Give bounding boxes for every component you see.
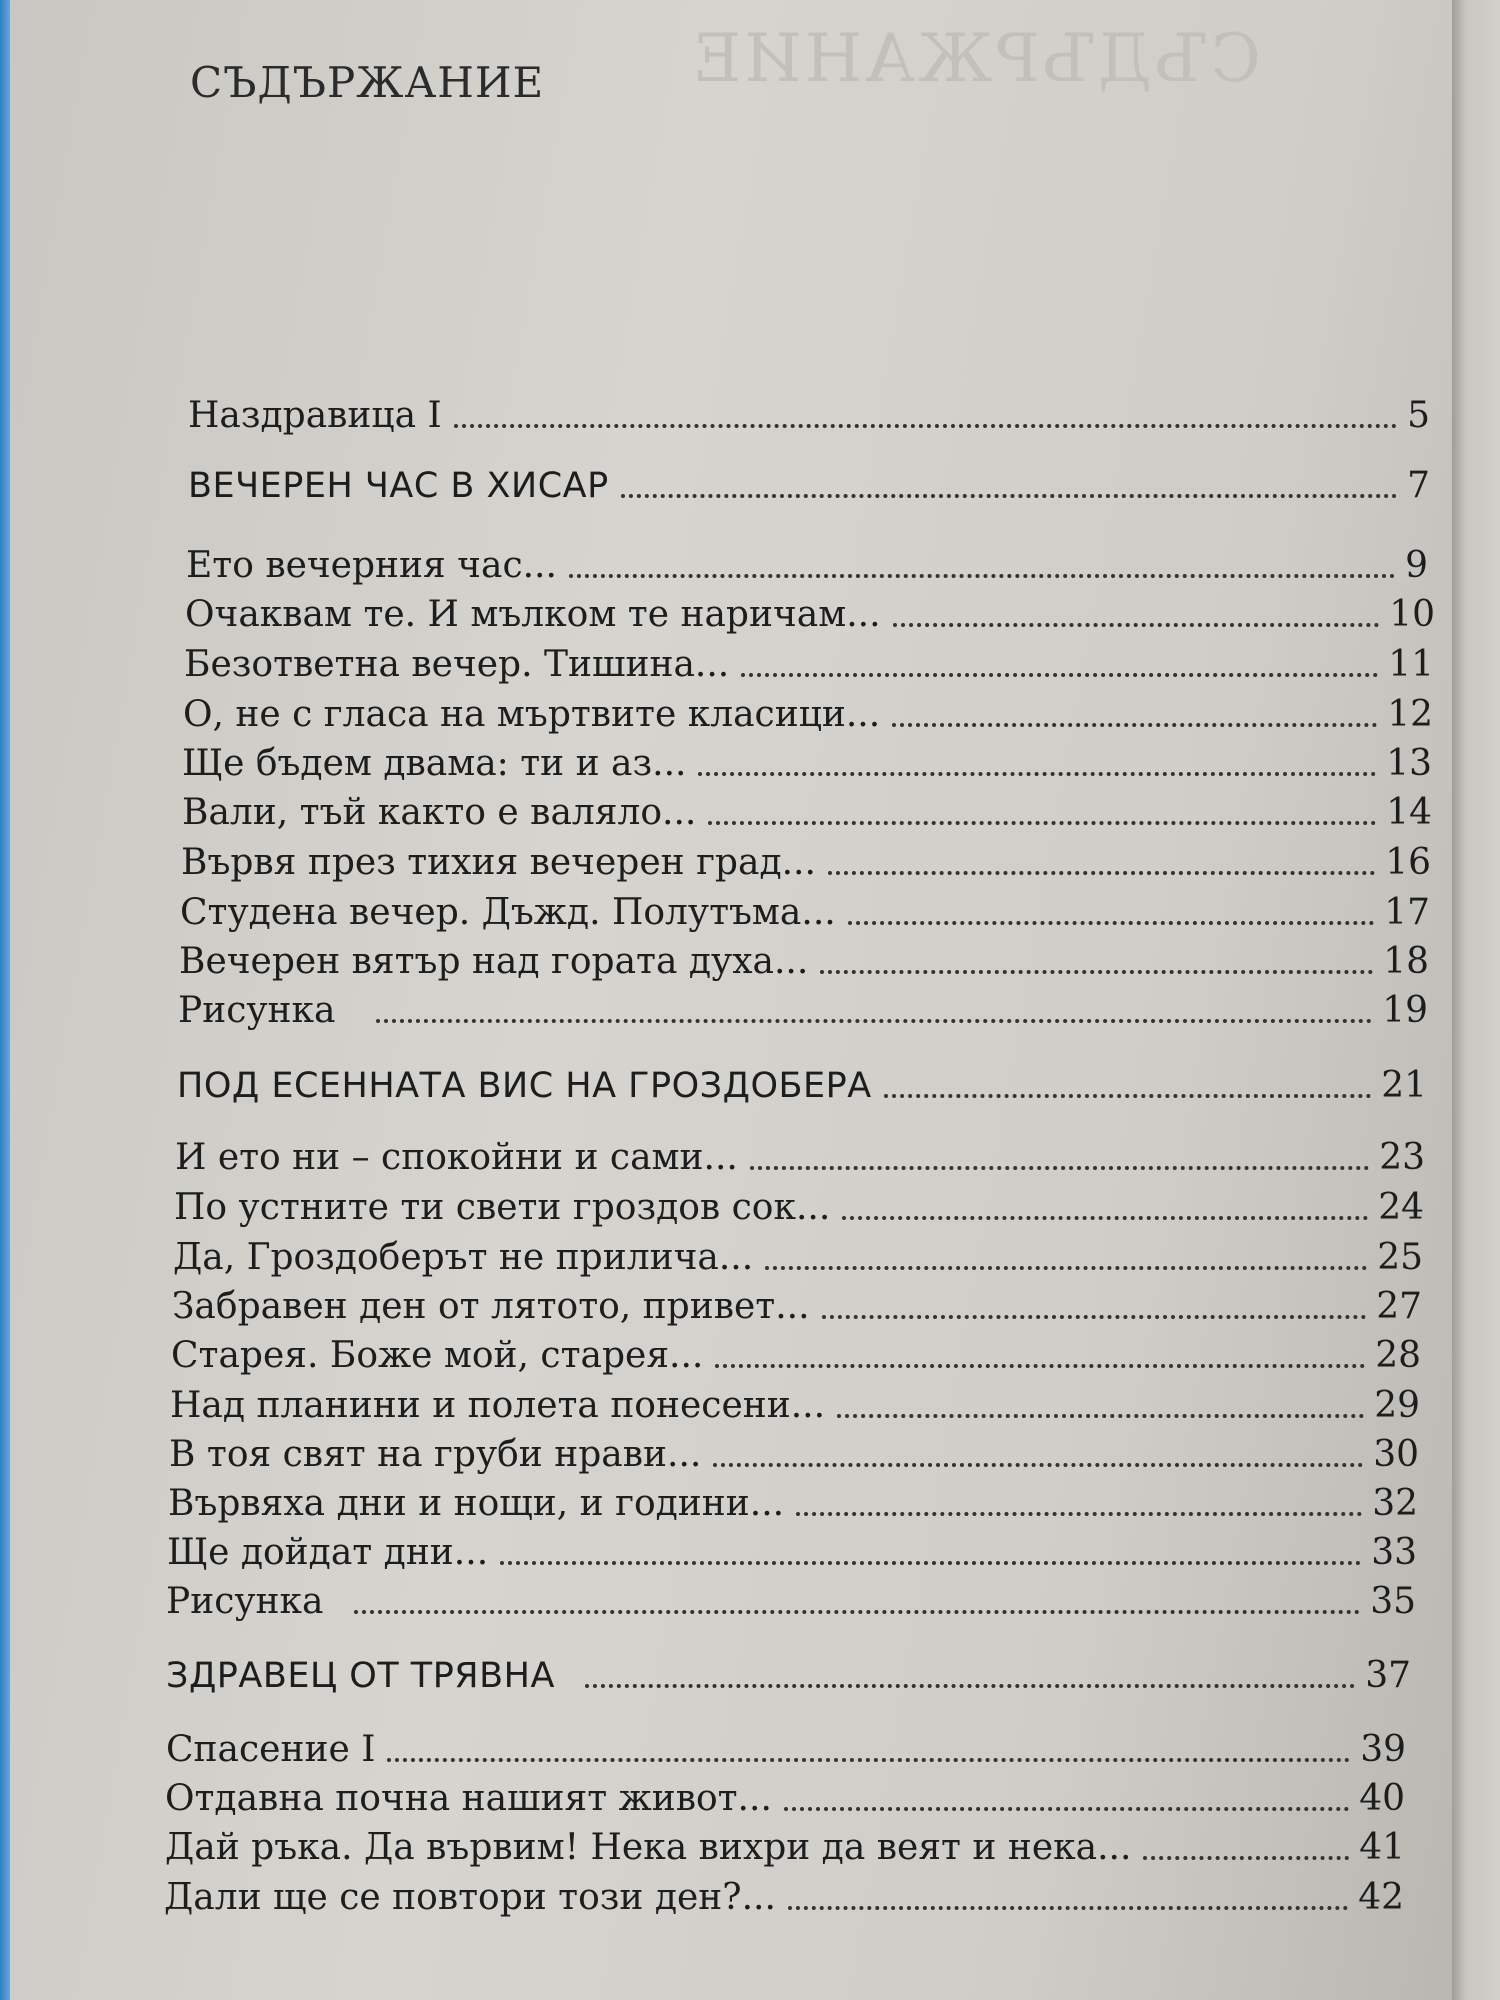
toc-entry-title: Спасение I: [166, 1729, 376, 1770]
toc-entry: [188, 395, 1430, 436]
toc-entry: [168, 1483, 1418, 1524]
toc-entry-page: 29: [1374, 1385, 1420, 1426]
toc-entry-title: Дай ръка. Да вървим! Нека вихри да веят и нека...: [165, 1827, 1132, 1868]
toc-section: [177, 1065, 1427, 1106]
dot-leader: [354, 1610, 1361, 1614]
dot-leader: [822, 1315, 1367, 1319]
toc-entry-title: Безответна вечер. Тишина...: [184, 644, 730, 685]
toc-entry-title: Вечерен вятър над гората духа...: [179, 941, 809, 982]
toc-entry: [175, 1137, 1425, 1178]
dot-leader: [708, 821, 1376, 825]
page-title: СЪДЪРЖАНИЕ: [190, 58, 545, 107]
toc-entry-page: 9: [1405, 545, 1428, 586]
dot-leader: [454, 424, 1397, 428]
adjacent-page-edge: [1452, 0, 1500, 2000]
toc-entry-page: 39: [1360, 1729, 1406, 1770]
toc-entry-page: 27: [1376, 1286, 1422, 1327]
toc-entry-title: Отдавна почна нашият живот...: [165, 1778, 772, 1819]
toc-entry-title: Ето вечерния час...: [186, 545, 557, 586]
toc-entry-page: 33: [1371, 1532, 1417, 1573]
toc-entry-page: 13: [1386, 743, 1432, 784]
toc-entry-page: 42: [1358, 1877, 1404, 1918]
toc-entry-page: 11: [1388, 644, 1434, 685]
toc-entry-title: Рисунка: [178, 990, 336, 1031]
toc-entry: [166, 1581, 1416, 1622]
toc-entry: [165, 1778, 1405, 1819]
dot-leader: [892, 723, 1377, 727]
dot-leader: [569, 574, 1395, 578]
toc-entry-page: 24: [1378, 1187, 1424, 1228]
toc-entry: [179, 941, 1429, 982]
dot-leader: [848, 921, 1374, 925]
toc-entry: [182, 792, 1432, 833]
toc-entry: [174, 1187, 1424, 1228]
toc-section-title: ПОД ЕСЕННАТА ВИС НА ГРОЗДОБЕРА: [177, 1066, 872, 1106]
toc-entry-page: 40: [1359, 1778, 1405, 1819]
toc-entry: [172, 1286, 1422, 1327]
toc-entry-page: 5: [1407, 395, 1430, 436]
toc-entry-page: 37: [1365, 1655, 1411, 1696]
toc-entry-page: 21: [1381, 1065, 1427, 1106]
toc-entry: [186, 545, 1428, 586]
toc-entry-page: 12: [1387, 694, 1433, 735]
dot-leader: [796, 1512, 1362, 1516]
toc-entry-page: 41: [1359, 1827, 1405, 1868]
toc-entry-title: Ще бъдем двама: ти и аз...: [182, 743, 687, 784]
toc-entry: [165, 1827, 1405, 1868]
toc-entry-title: Да, Гроздоберът не прилича...: [173, 1237, 754, 1278]
dot-leader: [893, 623, 1380, 627]
toc-entry-page: 32: [1372, 1483, 1418, 1524]
dot-leader: [715, 1364, 1365, 1368]
toc-entry-title: Старея. Боже мой, старея...: [171, 1335, 704, 1376]
toc-entry-page: 10: [1389, 594, 1435, 635]
toc-entry-title: Над планини и полета понесени...: [170, 1385, 826, 1426]
toc-entry-page: 7: [1407, 465, 1430, 506]
toc-entry-title: Рисунка: [166, 1581, 324, 1622]
dot-leader: [884, 1094, 1372, 1098]
dot-leader: [585, 1684, 1355, 1688]
dot-leader: [820, 970, 1373, 974]
toc-entry: [185, 594, 1435, 635]
toc-entry: [166, 1729, 1406, 1770]
toc-entry: [178, 990, 1428, 1031]
dot-leader: [621, 494, 1397, 498]
toc-entry: [184, 644, 1434, 685]
toc-entry-page: 28: [1375, 1335, 1421, 1376]
toc-entry-page: 14: [1386, 792, 1432, 833]
toc-entry-title: Очаквам те. И мълком те наричам...: [185, 594, 881, 635]
toc-entry-title: Дали ще се повтори този ден?...: [164, 1877, 776, 1918]
dot-leader: [788, 1906, 1348, 1910]
toc-section-title: ВЕЧЕРЕН ЧАС В ХИСАР: [188, 466, 609, 506]
dot-leader: [713, 1463, 1363, 1467]
dot-leader: [842, 1216, 1368, 1220]
toc-entry: [171, 1335, 1421, 1376]
toc-entry-title: Вървя през тихия вечерен град...: [181, 842, 816, 883]
toc-entry: [181, 842, 1431, 883]
toc-entry: [164, 1877, 1404, 1918]
toc-entry: [170, 1385, 1420, 1426]
toc-entry-title: Вървяха дни и нощи, и години...: [168, 1483, 785, 1524]
toc-entry-title: Наздравица I: [188, 395, 442, 436]
toc-entry-title: В тоя свят на груби нрави...: [169, 1434, 702, 1475]
toc-entry-title: Забравен ден от лятото, привет...: [172, 1286, 810, 1327]
toc-entry-page: 18: [1383, 941, 1429, 982]
toc-section: [188, 465, 1430, 506]
toc-entry-title: По устните ти свети гроздов сок...: [174, 1187, 831, 1228]
dot-leader: [784, 1807, 1349, 1811]
toc-section-title: ЗДРАВЕЦ ОТ ТРЯВНА: [166, 1656, 555, 1696]
toc-entry: [180, 892, 1430, 933]
toc-entry-title: Ще дойдат дни...: [167, 1532, 489, 1573]
toc-entry-page: 19: [1382, 990, 1428, 1031]
toc-entry: [173, 1237, 1423, 1278]
toc-entry-page: 16: [1385, 842, 1431, 883]
dot-leader: [765, 1266, 1367, 1270]
toc-entry-page: 23: [1379, 1137, 1425, 1178]
dot-leader: [741, 673, 1378, 677]
toc-section: [166, 1655, 1411, 1696]
dot-leader: [500, 1561, 1361, 1565]
dot-leader: [828, 871, 1375, 875]
toc-entry-title: И ето ни – спокойни и сами...: [175, 1137, 738, 1178]
toc-entry-page: 17: [1384, 892, 1430, 933]
toc-entry-page: 30: [1373, 1434, 1419, 1475]
dot-leader: [750, 1166, 1369, 1170]
dot-leader: [376, 1019, 1373, 1023]
dot-leader: [837, 1414, 1364, 1418]
toc-entry: [169, 1434, 1419, 1475]
toc-entry-title: Вали, тъй както е валяло...: [182, 792, 697, 833]
dot-leader: [1143, 1856, 1349, 1860]
toc-entry-page: 25: [1377, 1237, 1423, 1278]
bleed-through-text: СЪДЪРЖАНИЕ: [690, 20, 1261, 97]
toc-entry: [182, 743, 1432, 784]
toc-entry-title: Студена вечер. Дъжд. Полутъма...: [180, 892, 836, 933]
dot-leader: [387, 1758, 1350, 1762]
toc-entry-page: 35: [1370, 1581, 1416, 1622]
toc-entry: [183, 694, 1433, 735]
dot-leader: [698, 772, 1376, 776]
toc-entry-title: О, не с гласа на мъртвите класици...: [183, 694, 881, 735]
toc-entry: [167, 1532, 1417, 1573]
